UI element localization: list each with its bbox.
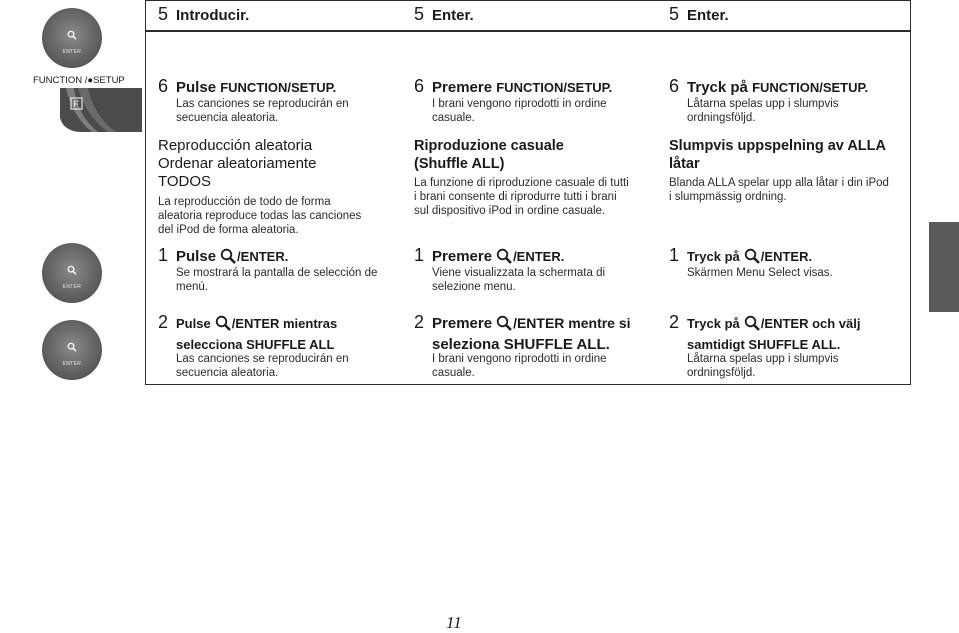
- right-border-lower: [910, 30, 911, 385]
- sv-intro: Blanda ALLA spelar upp alla låtar i din iPod i slumpmässig ordning.: [669, 177, 889, 203]
- es-step2: 2 Pulse /ENTER mientras selecciona SHUFFLE ALL: [158, 312, 338, 352]
- sv-step2-desc: Låtarna spelas upp i slumpvis ordningsföljd.: [687, 353, 839, 379]
- it-step1-desc: Viene visualizzata la schermata di selezione menu.: [432, 267, 606, 293]
- enter-label: ENTER: [62, 284, 82, 290]
- search-icon: [744, 315, 760, 336]
- es-step5: 5 Introducir.: [158, 4, 250, 24]
- it-intro: La funzione di riproduzione casuale di tutti i brani consente di riprodurre tutti i brani sul dispositivo iPod in ordine casuale.: [414, 177, 629, 217]
- sv-heading: Slumpvis uppspelning av ALLA låtar: [669, 138, 886, 172]
- sv-step6: 6 Tryck på FUNCTION/SETUP.: [669, 76, 869, 96]
- left-border: [145, 0, 146, 385]
- enter-button-image-1: [42, 8, 102, 68]
- sv-step5: 5 Enter.: [669, 4, 729, 24]
- function-key-icon: [30, 88, 142, 132]
- it-step6: 6 Premere FUNCTION/SETUP.: [414, 76, 613, 96]
- search-icon: [496, 315, 512, 336]
- it-step6-desc: I brani vengono riprodotti in ordine casuale.: [432, 98, 607, 124]
- bottom-rule: [145, 384, 910, 385]
- sv-step2: 2 Tryck på /ENTER och välj samtidigt SHUFFLE ALL.: [669, 312, 861, 352]
- function-key-label: FUNCTION /●SETUP: [33, 75, 125, 86]
- es-heading: Reproducción aleatoria Ordenar aleatoriamente TODOS: [158, 137, 317, 190]
- es-step1: 1 Pulse /ENTER.: [158, 246, 288, 269]
- es-step2-desc: Las canciones se reproducirán en secuencia aleatoria.: [176, 353, 349, 379]
- top-rule: [145, 0, 910, 1]
- enter-label: ENTER: [62, 361, 82, 367]
- search-icon: [215, 315, 231, 336]
- sv-step6-desc: Låtarna spelas upp i slumpvis ordningsföljd.: [687, 98, 839, 124]
- function-key-illustration: [30, 74, 142, 134]
- enter-button-image-2: [42, 243, 102, 303]
- it-step2: 2 Premere /ENTER mentre si seleziona SHUFFLE ALL.: [414, 312, 631, 353]
- right-border: [910, 0, 911, 30]
- page-number: 11: [446, 613, 462, 632]
- search-icon: [67, 339, 77, 357]
- rule-after-step5: [145, 30, 910, 32]
- section-tab-marker: [929, 222, 959, 312]
- it-step5: 5 Enter.: [414, 4, 474, 24]
- enter-button-image-3: [42, 320, 102, 380]
- enter-label: ENTER: [62, 49, 82, 55]
- it-step1: 1 Premere /ENTER.: [414, 246, 564, 269]
- sv-step1: 1 Tryck på /ENTER.: [669, 246, 812, 269]
- es-intro: La reproducción de todo de forma aleatoria reproduce todas las canciones del iPod de forma aleatoria.: [158, 196, 362, 236]
- es-step6: 6 Pulse FUNCTION/SETUP.: [158, 76, 337, 96]
- es-step1-desc: Se mostrará la pantalla de selección de menú.: [176, 267, 378, 293]
- sv-step1-desc: Skärmen Menu Select visas.: [687, 267, 833, 279]
- es-step6-desc: Las canciones se reproducirán en secuencia aleatoria.: [176, 98, 349, 124]
- it-step2-desc: I brani vengono riprodotti in ordine casuale.: [432, 353, 607, 379]
- search-icon: [67, 27, 77, 45]
- search-icon: [67, 262, 77, 280]
- it-heading: Riproduzione casuale (Shuffle ALL): [414, 138, 564, 172]
